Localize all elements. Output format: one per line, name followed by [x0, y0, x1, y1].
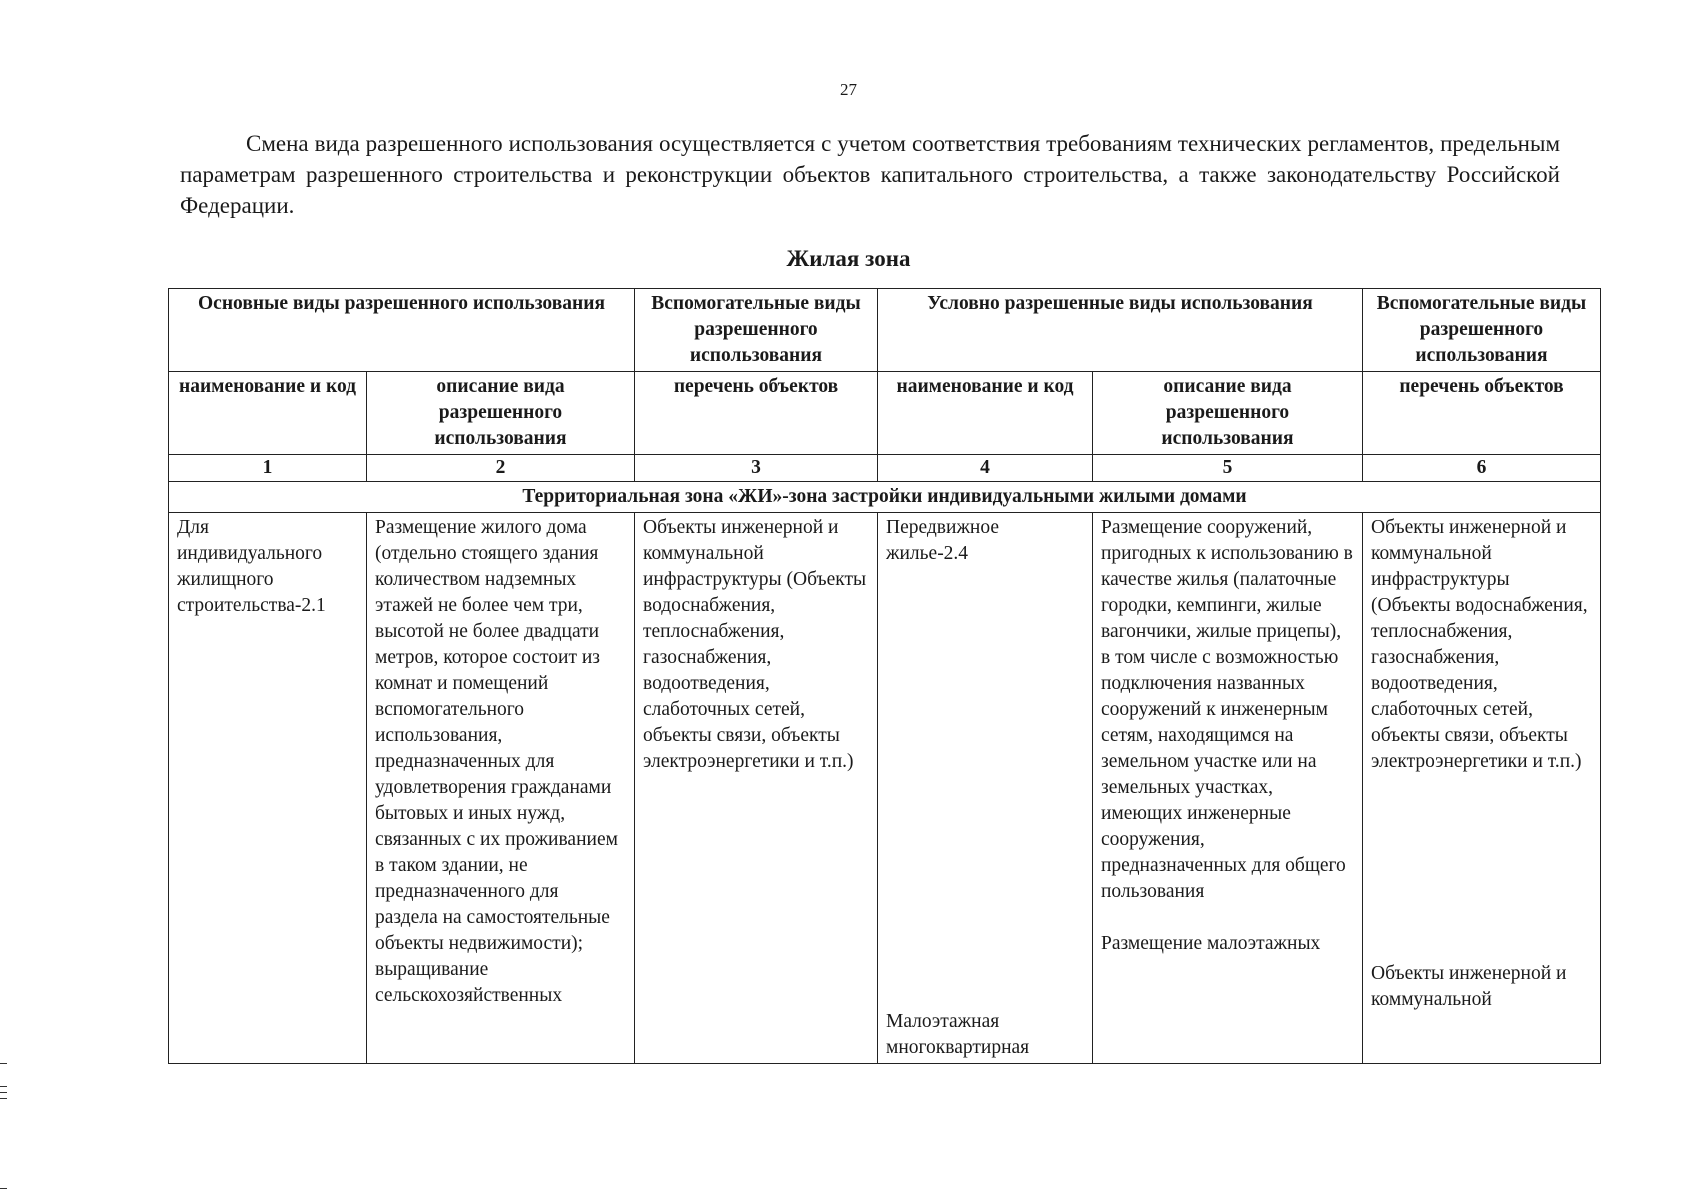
- subheader-description-2: описание вида разрешенного использования: [1093, 372, 1363, 455]
- cell-conditional-description: [1093, 513, 1363, 1064]
- conditional-description-mobile-housing: Размещение сооружений, пригодных к использованию в качестве жилья (палаточные городки, кемпинги, жилые вагончики, жилые прицепы), в том числе с возможностью подключения названных сооружений к инженерным сетям, находящимся на земельном участке или на земельных участках, имеющих инженерные сооружения, предназначенных для общего пользования: [1101, 517, 1353, 902]
- cell-description: Размещение жилого дома (отдельно стоящего здания количеством надземных этажей не более чем три, высотой не более двадцати метров, которое состоит из комнат и помещений вспомогательного использования, предназначенных для удовлетворения гражданами бытовых и иных нужд, связанных с их проживанием в таком здании, не предназначенного для раздела на самостоятельные объекты недвижимости); выращивание сельскохозяйственных: [367, 513, 635, 1064]
- sub-header-row: [169, 372, 1601, 455]
- cell-conditional-objects-list: [1363, 513, 1601, 1064]
- subheader-name-code-1: наименование и код: [169, 372, 367, 455]
- margin-mark: [0, 1063, 7, 1064]
- subheader-objects-list-1: перечень объектов: [635, 372, 878, 455]
- column-number-row: [169, 455, 1601, 482]
- cell-objects-list: Объекты инженерной и коммунальной инфраструктуры (Объекты водоснабжения, теплоснабжения, газоснабжения, водоотведения, слаботочных сетей, объекты связи, объекты электроэнергетики и т.п.): [635, 513, 878, 1064]
- margin-mark: [0, 1188, 7, 1189]
- zone-title: Жилая зона: [786, 246, 911, 271]
- intro-paragraph: Смена вида разрешенного использования осуществляется с учетом соответствия требованиям технических регламентов, предельным параметрам разрешенного строительства и реконструкции объектов капитального строительства, а также законодательству Российской Федерации.: [180, 131, 1560, 218]
- conditional-description-low-rise: Размещение малоэтажных: [1101, 933, 1321, 954]
- group-header-row: [169, 289, 1601, 372]
- section-title: Территориальная зона «ЖИ»-зона застройки индивидуальными жилыми домами: [169, 482, 1601, 513]
- cell-name-code: Для индивидуального жилищного строительства-2.1: [169, 513, 367, 1064]
- header-aux-uses-2: Вспомогательные виды разрешенного использования: [1363, 289, 1601, 372]
- margin-mark: [0, 1092, 7, 1093]
- subheader-description-1: описание вида разрешенного использования: [367, 372, 635, 455]
- header-main-uses: Основные виды разрешенного использования: [169, 289, 635, 372]
- subheader-objects-list-2: перечень объектов: [1363, 372, 1601, 455]
- column-number: 2: [367, 455, 635, 482]
- column-number: 6: [1363, 455, 1601, 482]
- conditional-use-low-rise: Малоэтажная многоквартирная: [886, 1011, 1030, 1058]
- header-aux-uses-1: Вспомогательные виды разрешенного использования: [635, 289, 878, 372]
- cell-conditional-name-code: [878, 513, 1093, 1064]
- margin-mark: [0, 1086, 7, 1087]
- subheader-name-code-2: наименование и код: [878, 372, 1093, 455]
- margin-mark: [0, 1098, 7, 1099]
- column-number: 4: [878, 455, 1093, 482]
- header-conditional-uses: Условно разрешенные виды использования: [878, 289, 1363, 372]
- column-number: 5: [1093, 455, 1363, 482]
- column-number: 3: [635, 455, 878, 482]
- page-number: 27: [840, 80, 857, 99]
- land-use-table: [168, 288, 1601, 1064]
- column-number: 1: [169, 455, 367, 482]
- conditional-objects-mobile-housing: Объекты инженерной и коммунальной инфраструктуры (Объекты водоснабжения, теплоснабжения, газоснабжения, водоотведения, слаботочных сетей, объекты связи, объекты электроэнергетики и т.п.): [1371, 517, 1588, 772]
- conditional-use-mobile-housing: Передвижное жилье-2.4: [886, 517, 1000, 564]
- conditional-objects-low-rise: Объекты инженерной и коммунальной: [1371, 963, 1567, 1010]
- section-row: [169, 482, 1601, 513]
- table-row: [169, 513, 1601, 1064]
